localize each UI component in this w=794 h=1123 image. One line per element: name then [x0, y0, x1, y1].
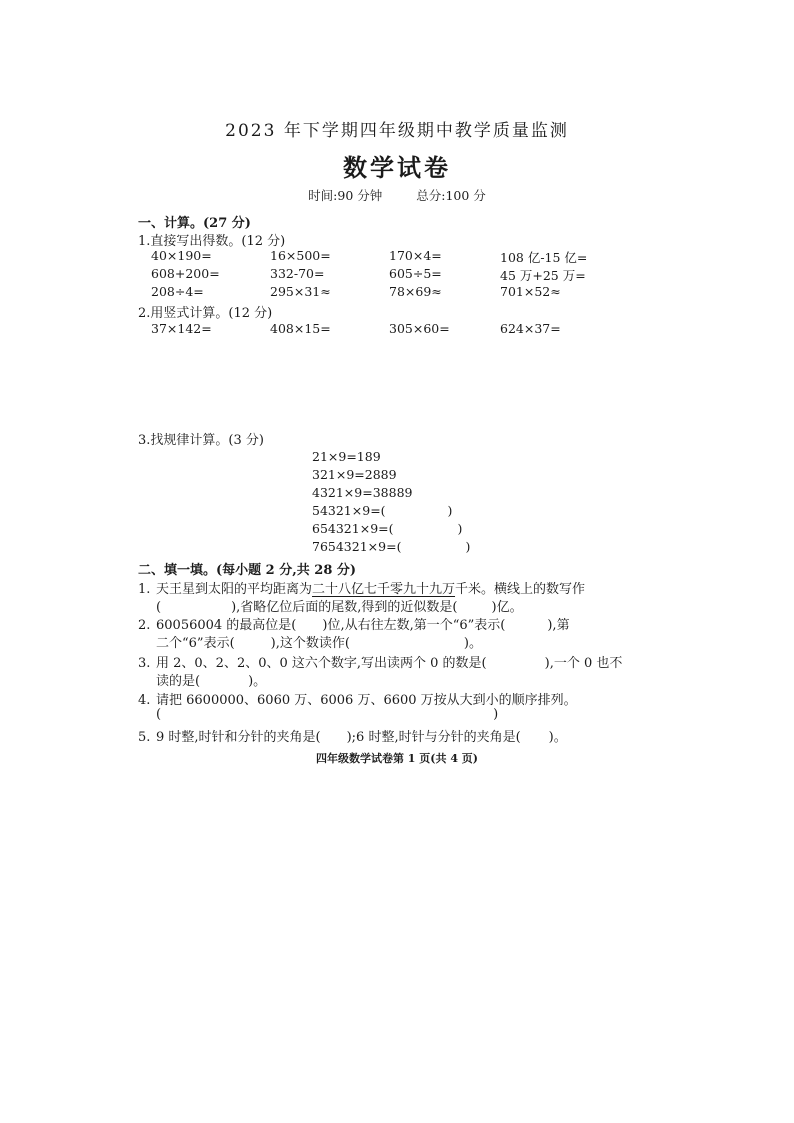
pattern-line — [312, 503, 452, 518]
question-number: 1. — [138, 582, 151, 597]
question-text: 60056004 的最高位是( — [156, 618, 297, 633]
calc-item: 605÷5= — [389, 266, 442, 281]
question-text: 9 时整,时针和分针的夹角是( — [156, 730, 321, 745]
exam-score: 总分:100 分 — [416, 188, 486, 203]
page-footer: 四年级数学试卷第 1 页(共 4 页) — [315, 752, 479, 765]
question-text: )。 — [548, 730, 567, 745]
underlined-number-words: 二十八亿七千零九十九万 — [312, 582, 456, 597]
question-number: 2. — [138, 618, 151, 633]
question-text: 请把 6600000、6060 万、6006 万、6600 万按从大到小的顺序排列。 — [156, 693, 577, 708]
exam-title: 2023 年下学期四年级期中教学质量监测 — [225, 121, 569, 141]
open-paren: ( — [156, 600, 162, 615]
question-3-line-2 — [156, 670, 266, 689]
calc-item: 16×500= — [270, 248, 331, 263]
question-number: 3. — [138, 656, 151, 671]
calc-item: 701×52≈ — [500, 284, 561, 299]
calc-item: 208÷4= — [151, 284, 204, 299]
paper-title: 数学试卷 — [343, 153, 451, 182]
question-text: 千米。横线上的数写作 — [455, 582, 586, 597]
question-text: ),第 — [547, 618, 570, 633]
question-2-line-2 — [156, 632, 482, 651]
question-text: ),这个数读作( — [270, 636, 350, 651]
vertical-calc-item: 305×60= — [389, 321, 450, 336]
section1-title: 一、计算。(27 分) — [138, 216, 251, 231]
calc-item: 608+200= — [151, 266, 220, 281]
exam-time: 时间:90 分钟 — [308, 188, 383, 203]
question-text: 读的是( — [156, 674, 201, 689]
question-4-line-2 — [156, 707, 498, 722]
question-text: ),省略亿位后面的尾数,得到的近似数是( — [231, 600, 458, 615]
question-1-line-2 — [156, 596, 523, 615]
part3-title: 3.找规律计算。(3 分) — [138, 433, 264, 448]
question-2-line-1 — [138, 614, 570, 633]
question-text: )。 — [463, 636, 482, 651]
question-text: )亿。 — [491, 600, 523, 615]
close-paren: ) — [493, 707, 499, 722]
pattern-line: 4321×9=38889 — [312, 485, 413, 500]
close-paren: ) — [465, 539, 471, 554]
pattern-expr: 54321×9=( — [312, 503, 386, 518]
question-3-line-1 — [138, 652, 622, 671]
part1-title: 1.直接写出得数。(12 分) — [138, 234, 286, 249]
section2-title: 二、填一填。(每小题 2 分,共 28 分) — [138, 563, 357, 578]
calc-item: 295×31≈ — [270, 284, 331, 299]
question-number: 5. — [138, 730, 151, 745]
question-text: 二个“6”表示( — [156, 636, 235, 651]
pattern-line: 21×9=189 — [312, 449, 381, 464]
pattern-expr: 7654321×9=( — [312, 539, 402, 554]
calc-item: 108 亿-15 亿= — [500, 250, 588, 265]
question-number: 4. — [138, 693, 151, 708]
calc-item: 40×190= — [151, 248, 212, 263]
question-text: )。 — [248, 674, 267, 689]
question-4-line-1 — [138, 689, 577, 708]
question-text: 天王星到太阳的平均距离为 — [156, 582, 313, 597]
question-text: );6 时整,时针与分针的夹角是( — [346, 730, 521, 745]
calc-item: 332-70= — [270, 266, 325, 281]
vertical-calc-item: 408×15= — [270, 321, 331, 336]
calc-item: 78×69≈ — [389, 284, 442, 299]
pattern-line — [312, 539, 470, 554]
pattern-expr: 654321×9=( — [312, 521, 394, 536]
question-text: ),一个 0 也不 — [544, 656, 623, 671]
vertical-calc-item: 37×142= — [151, 321, 212, 336]
close-paren: ) — [457, 521, 463, 536]
close-paren: ) — [447, 503, 453, 518]
calc-item: 170×4= — [389, 248, 442, 263]
pattern-line: 321×9=2889 — [312, 467, 397, 482]
question-5 — [138, 726, 567, 745]
calc-item: 45 万+25 万= — [500, 268, 586, 283]
question-text: 用 2、0、2、2、0、0 这六个数字,写出读两个 0 的数是( — [156, 656, 487, 671]
part2-title: 2.用竖式计算。(12 分) — [138, 306, 273, 321]
vertical-calc-item: 624×37= — [500, 321, 561, 336]
question-1-line-1 — [138, 578, 585, 597]
pattern-line — [312, 521, 462, 536]
open-paren: ( — [156, 707, 162, 722]
question-text: )位,从右往左数,第一个“6”表示( — [322, 618, 506, 633]
exam-meta — [0, 186, 794, 204]
